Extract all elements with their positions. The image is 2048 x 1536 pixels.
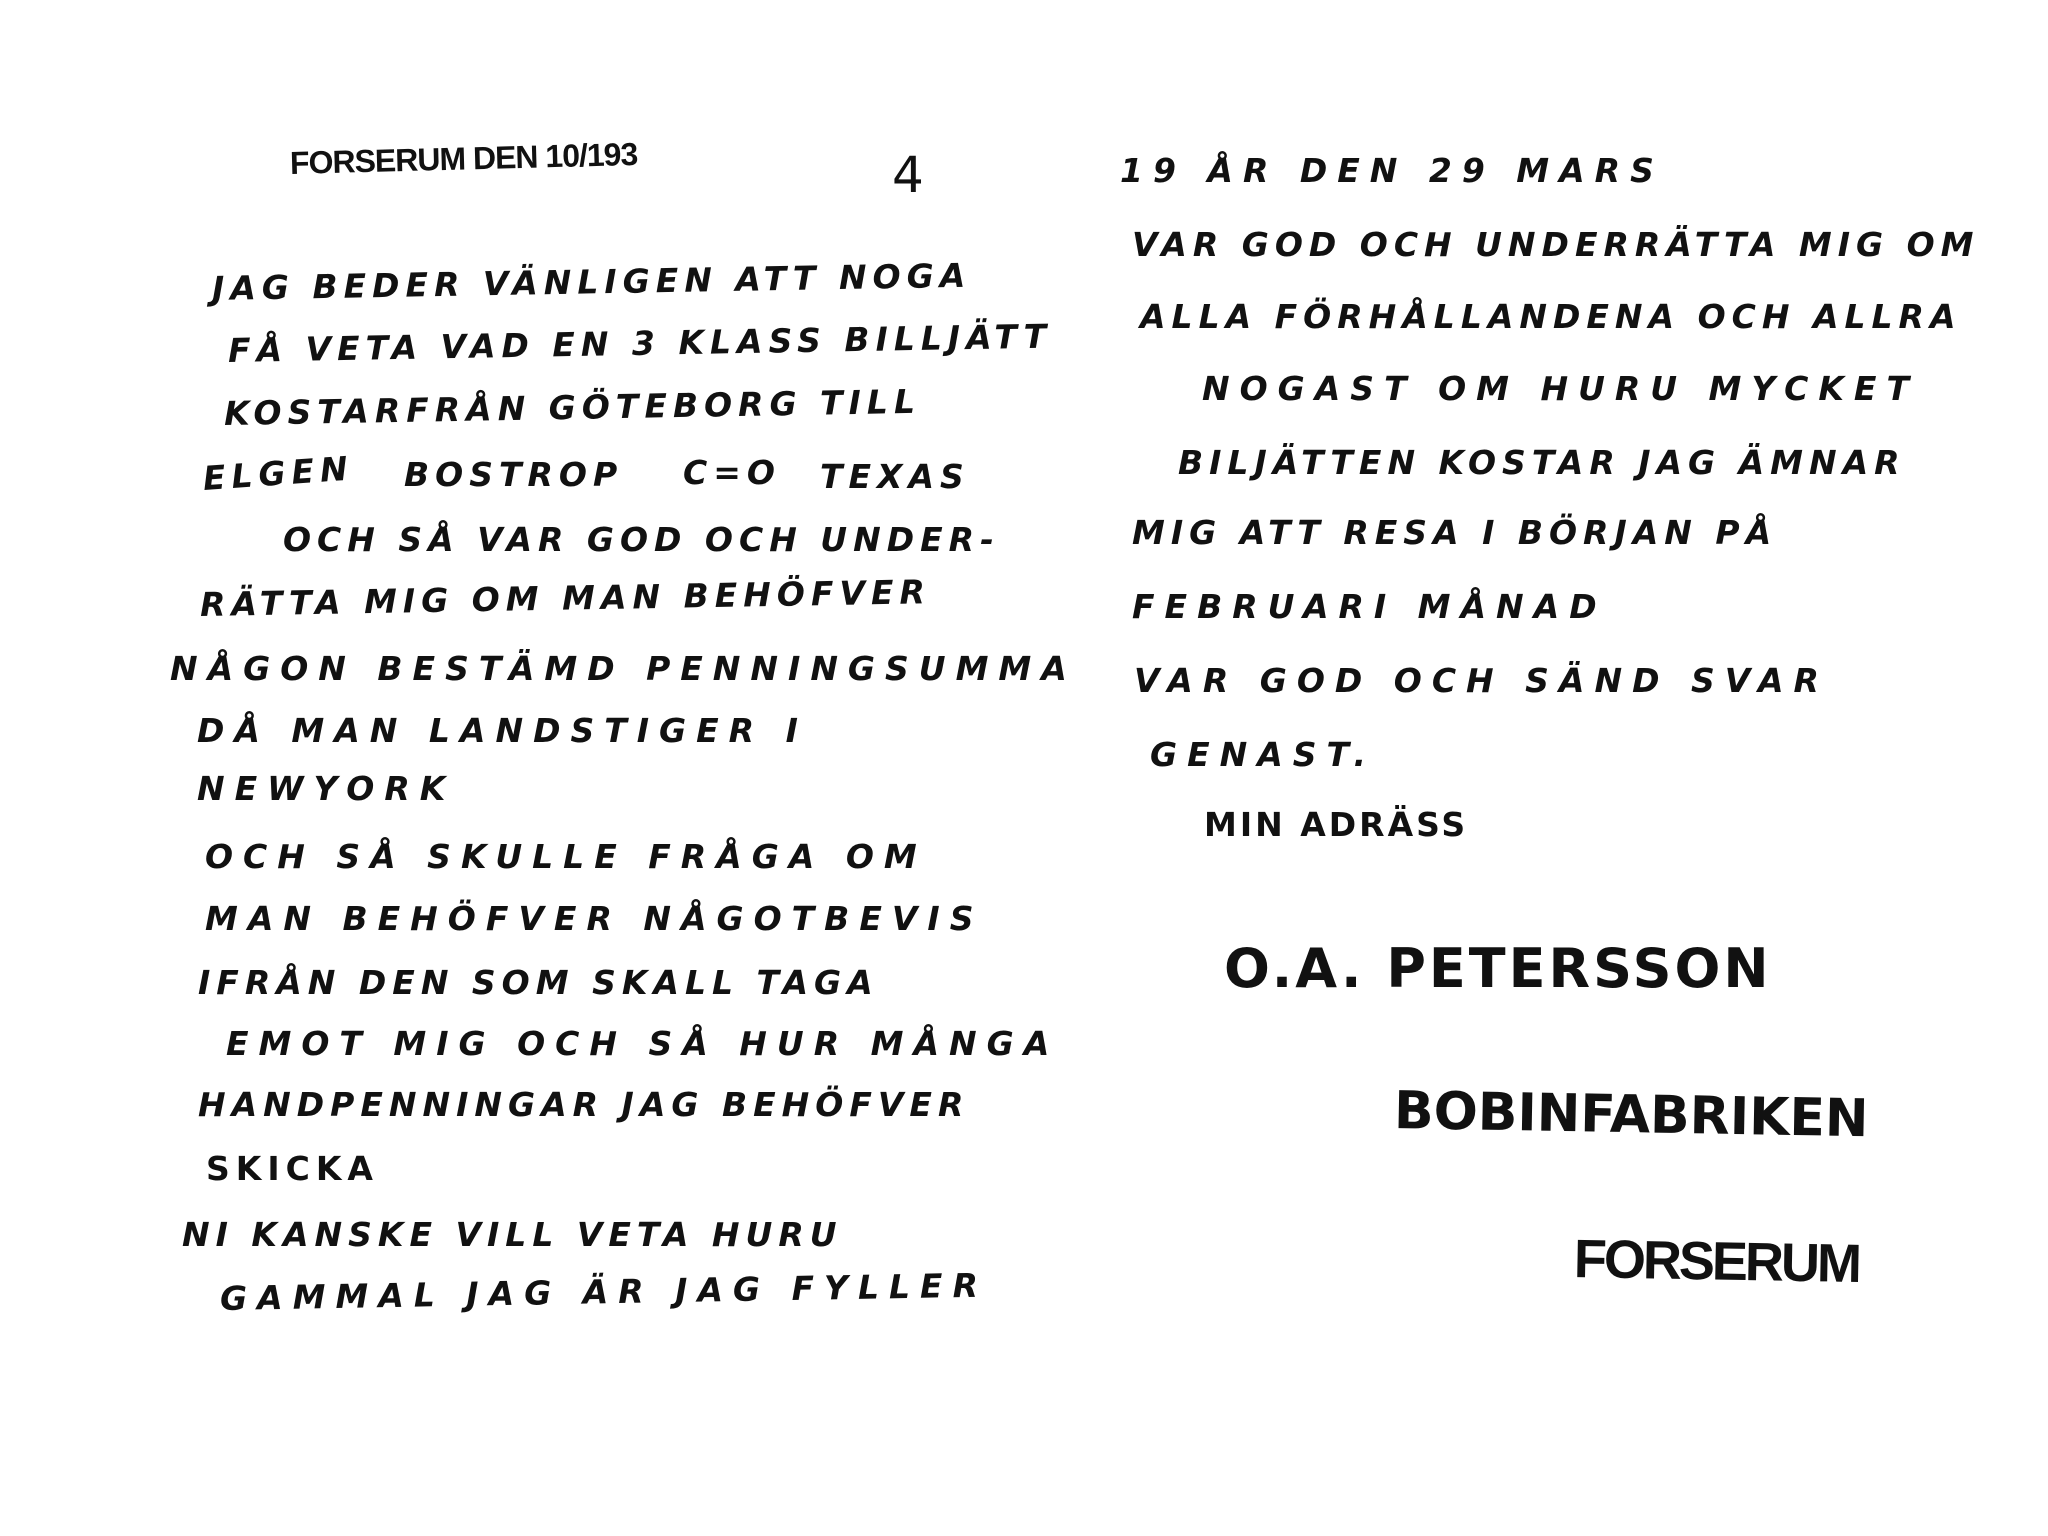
letter-line: DÅ MAN LANDSTIGER I <box>197 711 808 750</box>
letter-line: VAR GOD OCH UNDERRÄTTA MIG OM <box>1132 225 1980 264</box>
letter-line: BILJÄTTEN KOSTAR JAG ÄMNAR <box>1178 443 1906 482</box>
letter-line: RÄTTA MIG OM MAN BEHÖFVER <box>199 572 932 624</box>
letter-line: NOGAST OM HURU MYCKET <box>1202 369 1919 408</box>
letter-date-header: FORSERUM DEN 10/193 <box>289 135 638 181</box>
signature-town: FORSERUM <box>1573 1229 1860 1294</box>
letter-line: ELGEN <box>201 448 355 498</box>
letter-line: JAG BEDER VÄNLIGEN ATT NOGA <box>211 255 972 308</box>
letter-line: NI KANSKE VILL VETA HURU <box>182 1215 843 1254</box>
letter-line: FEBRUARI MÅNAD <box>1132 587 1607 626</box>
letter-line: SKICKA <box>206 1149 379 1188</box>
letter-line: TEXAS <box>820 457 970 496</box>
page-number: 4 <box>892 146 924 204</box>
letter-line: KOSTARFRÅN GÖTEBORG TILL <box>223 381 922 433</box>
letter-line: MAN BEHÖFVER NÅGOTBEVIS <box>205 899 984 938</box>
letter-line: IFRÅN DEN SOM SKALL TAGA <box>198 963 879 1002</box>
letter-line: OCH SÅ SKULLE FRÅGA OM <box>205 837 927 876</box>
letter-line: C=O <box>683 453 781 492</box>
letter-line: NEWYORK <box>197 769 456 808</box>
letter-line: HANDPENNINGAR JAG BEHÖFVER <box>198 1085 970 1124</box>
signature-company: BOBINFABRIKEN <box>1393 1081 1869 1150</box>
right-page <box>1024 0 2048 1536</box>
letter-line: VAR GOD OCH SÄND SVAR <box>1134 661 1829 700</box>
letter-line: FÅ VETA VAD EN 3 KLASS BILLJÄTT <box>227 316 1053 370</box>
letter-line: MIG ATT RESA I BÖRJAN PÅ <box>1132 513 1778 552</box>
letter-line: BOSTROP <box>404 455 624 494</box>
letter-line: GAMMAL JAG ÄR JAG FYLLER <box>219 1265 989 1318</box>
letter-line: GENAST. <box>1150 735 1376 774</box>
letter-line: OCH SÅ VAR GOD OCH UNDER- <box>283 520 1000 559</box>
letter-line: 19 ÅR DEN 29 MARS <box>1120 151 1664 190</box>
letter-line: NÅGON BESTÄMD PENNINGSUMMA <box>170 649 1077 688</box>
letter-line: ALLA FÖRHÅLLANDENA OCH ALLRA <box>1140 297 1962 336</box>
letter-line: EMOT MIG OCH SÅ HUR MÅNGA <box>226 1024 1060 1063</box>
letter-line: MIN ADRÄSS <box>1204 805 1469 844</box>
signature-name: O.A. PETERSSON <box>1224 937 1772 1000</box>
